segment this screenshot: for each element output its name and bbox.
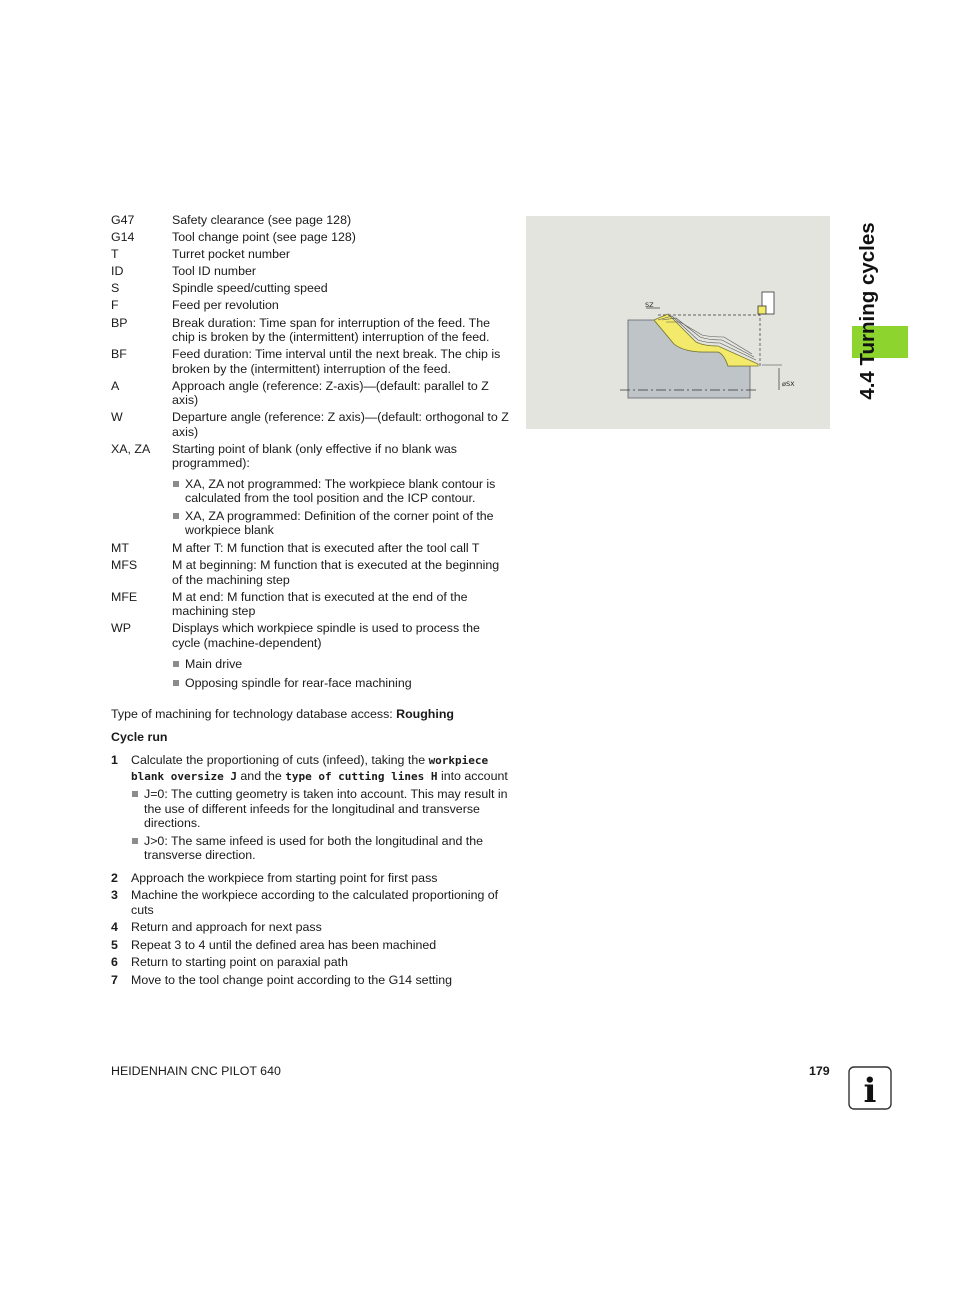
param-desc: Tool change point (see page 128): [172, 230, 356, 245]
param-row: [111, 230, 511, 245]
step-item: [111, 973, 509, 988]
param-row: [111, 264, 511, 279]
param-row: [111, 347, 511, 376]
square-bullet-icon: [173, 481, 179, 487]
section-title: 4.4 Turning cycles: [855, 222, 879, 400]
param-desc: M after T: M function that is executed after the tool call T: [172, 540, 480, 555]
cycle-run-heading: Cycle run: [111, 730, 168, 744]
param-code: T: [111, 247, 119, 262]
step-text: Return and approach for next pass: [131, 920, 322, 934]
machining-type-value: Roughing: [396, 707, 454, 721]
softkey-code: workpiece blank oversize J: [131, 754, 489, 783]
info-icon: [848, 1066, 892, 1110]
step-number: 1: [111, 753, 118, 767]
tool-insert-shape: [758, 306, 766, 314]
param-row: [111, 621, 511, 650]
step-text: Machine the workpiece according to the calculated proportioning of cuts: [131, 888, 499, 917]
step-text-part: Calculate the proportioning of cuts (infeed), taking the: [131, 753, 429, 767]
param-code: A: [111, 378, 120, 393]
sub-bullet: [131, 834, 509, 863]
sub-bullet: [172, 477, 511, 506]
square-bullet-icon: [132, 791, 138, 797]
step-item: [111, 938, 509, 953]
param-desc: M at beginning: M function that is executed at the beginning of the machining step: [172, 558, 500, 587]
machining-type-label: Type of machining for technology database access:: [111, 707, 397, 721]
square-bullet-icon: [173, 680, 179, 686]
sub-bullet-text: Main drive: [185, 657, 243, 672]
param-code: BF: [111, 347, 127, 362]
step-item: [111, 955, 509, 970]
param-code: MT: [111, 540, 129, 555]
param-code: MFE: [111, 589, 138, 604]
param-row: [111, 442, 511, 471]
sub-bullet-text: J=0: The cutting geometry is taken into account. This may result in the use of different infeeds for the longitudinal and transverse directions.: [144, 787, 508, 830]
param-row: [111, 281, 511, 296]
param-desc: M at end: M function that is executed at the end of the machining step: [172, 589, 468, 619]
param-code: BP: [111, 315, 128, 330]
param-desc: Tool ID number: [172, 264, 257, 279]
sub-bullet: [131, 787, 509, 831]
step-text-part: into account: [437, 768, 508, 783]
param-code: W: [111, 410, 123, 425]
param-desc: Spindle speed/cutting speed: [172, 281, 328, 296]
param-row: [111, 590, 511, 619]
cycle-diagram-figure: [526, 216, 830, 429]
param-desc: Feed duration: Time interval until the next break. The chip is broken by the (intermittent) interruption of the feed.: [172, 347, 501, 376]
param-desc: Turret pocket number: [172, 247, 290, 262]
param-code: G47: [111, 213, 135, 227]
step-text-part: and the: [236, 768, 286, 783]
info-glyph: i: [863, 1071, 877, 1110]
param-desc: Displays which workpiece spindle is used to process the cycle (machine-dependent): [172, 621, 480, 650]
param-desc: Approach angle (reference: Z-axis)—(default: parallel to Z axis): [172, 378, 489, 408]
sub-bullet-text: Opposing spindle for rear-face machining: [185, 675, 412, 690]
step-number: 3: [111, 888, 118, 902]
param-row: [111, 247, 511, 262]
cycle-steps: [111, 753, 509, 990]
param-row: [111, 316, 511, 345]
square-bullet-icon: [132, 838, 138, 844]
param-desc: Departure angle (reference: Z axis)—(default: orthogonal to Z axis): [172, 410, 509, 439]
param-row: [111, 558, 511, 587]
step-text: Repeat 3 to 4 until the defined area has been machined: [131, 937, 437, 952]
step-number: 5: [111, 937, 118, 952]
param-code: ID: [111, 264, 124, 279]
sub-bullet-text: XA, ZA programmed: Definition of the corner point of the workpiece blank: [185, 508, 494, 538]
param-row: [111, 298, 511, 313]
step-text: Approach the workpiece from starting point for first pass: [131, 870, 438, 885]
sz-label: SZ: [645, 301, 654, 309]
sub-bullet-text: XA, ZA not programmed: The workpiece blank contour is calculated from the tool position and the ICP contour.: [185, 476, 496, 506]
info-icon-graphic: [848, 1066, 892, 1110]
sub-bullet: [172, 657, 511, 672]
footer-product: HEIDENHAIN CNC PILOT 640: [111, 1064, 281, 1078]
step-item: [111, 871, 509, 886]
machining-type: [111, 707, 511, 722]
param-row: [111, 541, 511, 556]
step-number: 2: [111, 870, 118, 885]
square-bullet-icon: [173, 513, 179, 519]
param-row: [111, 379, 511, 408]
param-code: G14: [111, 230, 135, 245]
parameter-list: [111, 213, 511, 692]
step-item: [111, 888, 509, 917]
param-code: S: [111, 281, 120, 296]
param-code: MFS: [111, 558, 138, 573]
param-desc: Safety clearance (see page 128): [172, 213, 352, 227]
param-code: XA, ZA: [111, 441, 151, 456]
param-code: F: [111, 298, 119, 313]
param-desc: Starting point of blank (only effective if no blank was programmed):: [172, 441, 457, 471]
step-item: [111, 920, 509, 935]
square-bullet-icon: [173, 661, 179, 667]
sub-bullet: [172, 676, 511, 691]
step-text: Move to the tool change point according to the G14 setting: [131, 972, 452, 987]
param-row: [111, 410, 511, 439]
param-desc: Feed per revolution: [172, 298, 279, 313]
cycle-diagram: [526, 216, 830, 429]
step-text: Return to starting point on paraxial path: [131, 955, 348, 969]
step-number: 7: [111, 972, 118, 987]
step-item: [111, 753, 509, 784]
param-desc: Break duration: Time span for interruption of the feed. The chip is broken by the (intermittent) interruption of the feed.: [172, 315, 490, 345]
param-code: WP: [111, 621, 131, 636]
page-number: 179: [809, 1064, 830, 1078]
softkey-code: type of cutting lines H: [285, 769, 438, 783]
step-text: [131, 753, 509, 784]
param-row: [111, 213, 511, 228]
sub-bullet: [172, 509, 511, 538]
sub-bullet-text: J>0: The same infeed is used for both the longitudinal and the transverse direction.: [144, 833, 484, 862]
step-number: 4: [111, 920, 118, 934]
step-number: 6: [111, 955, 118, 969]
sx-label: øSX: [782, 380, 795, 388]
